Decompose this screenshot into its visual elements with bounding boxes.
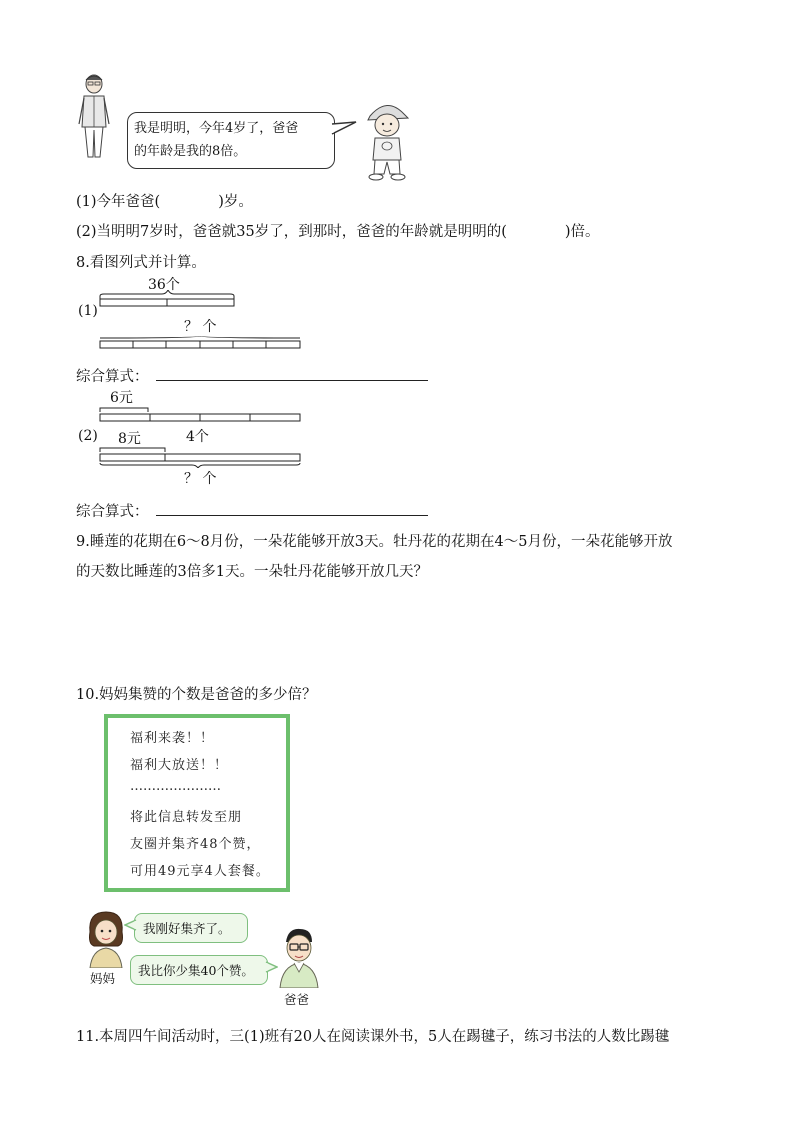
bubble-line-2: 的年龄是我的8倍。 <box>134 144 247 159</box>
dad-speech-text: 我比你少集40个赞。 <box>138 963 254 978</box>
formula-answer-line-1[interactable] <box>156 380 428 381</box>
mom-speech-tail <box>124 918 138 932</box>
mom-avatar <box>84 910 128 968</box>
q7-part-2: (2)当明明7岁时，爸爸就35岁了，到那时，爸爸的年龄就是明明的( )倍。 <box>76 224 600 240</box>
dad-avatar <box>276 926 322 988</box>
father-figure-illustration <box>74 72 114 162</box>
d2-top-label: 6元 <box>110 390 133 406</box>
bubble-line-1: 我是明明，今年4岁了，爸爸 <box>134 121 299 136</box>
d2-count-label: 4个 <box>186 429 209 445</box>
d2-index: (2) <box>78 428 98 444</box>
d1-bottom-bar <box>98 336 304 352</box>
q7-part-1: (1)今年爸爸( )岁。 <box>76 194 253 210</box>
dad-label: 爸爸 <box>284 992 310 1007</box>
notice-line-1: 福利来袭！！ <box>130 731 215 746</box>
q9-line-1: 9.睡莲的花期在6～8月份，一朵花能够开放3天。牡丹花的花期在4～5月份，一朵花能够开放 <box>76 534 673 550</box>
bubble-tail <box>330 120 360 140</box>
d2-mid-label: 8元 <box>118 431 141 447</box>
q10-title: 10.妈妈集赞的个数是爸爸的多少倍？ <box>76 687 317 703</box>
notice-line-6: 可用49元享4人套餐。 <box>130 864 270 879</box>
q11-line-1: 11.本周四午间活动时，三(1)班有20人在阅读课外书，5人在踢毽子，练习书法的人数比踢毽 <box>76 1029 670 1045</box>
d1-index: (1) <box>78 303 98 319</box>
d1-bottom-label: ？ 个 <box>184 319 217 335</box>
notice-line-3: ………………… <box>130 779 221 794</box>
d2-bottom-label: ？ 个 <box>184 471 217 487</box>
formula-label-1: 综合算式： <box>76 369 149 385</box>
notice-line-4: 将此信息转发至朋 <box>130 810 243 825</box>
notice-line-2: 福利大放送！！ <box>130 758 229 773</box>
mom-speech-text: 我刚好集齐了。 <box>143 921 231 936</box>
formula-answer-line-2[interactable] <box>156 515 428 516</box>
mom-label: 妈妈 <box>90 971 116 986</box>
d1-top-label: 36个 <box>148 277 180 293</box>
boy-figure-illustration <box>362 98 412 182</box>
d2-top-bar <box>98 404 304 428</box>
q8-title: 8.看图列式并计算。 <box>76 255 206 271</box>
q9-line-2: 的天数比睡莲的3倍多1天。一朵牡丹花能够开放几天？ <box>76 564 428 580</box>
notice-line-5: 友圈并集齐48个赞， <box>130 837 261 852</box>
formula-label-2: 综合算式： <box>76 504 149 520</box>
d2-bottom-bar <box>98 446 304 468</box>
d1-top-bar <box>98 298 238 308</box>
